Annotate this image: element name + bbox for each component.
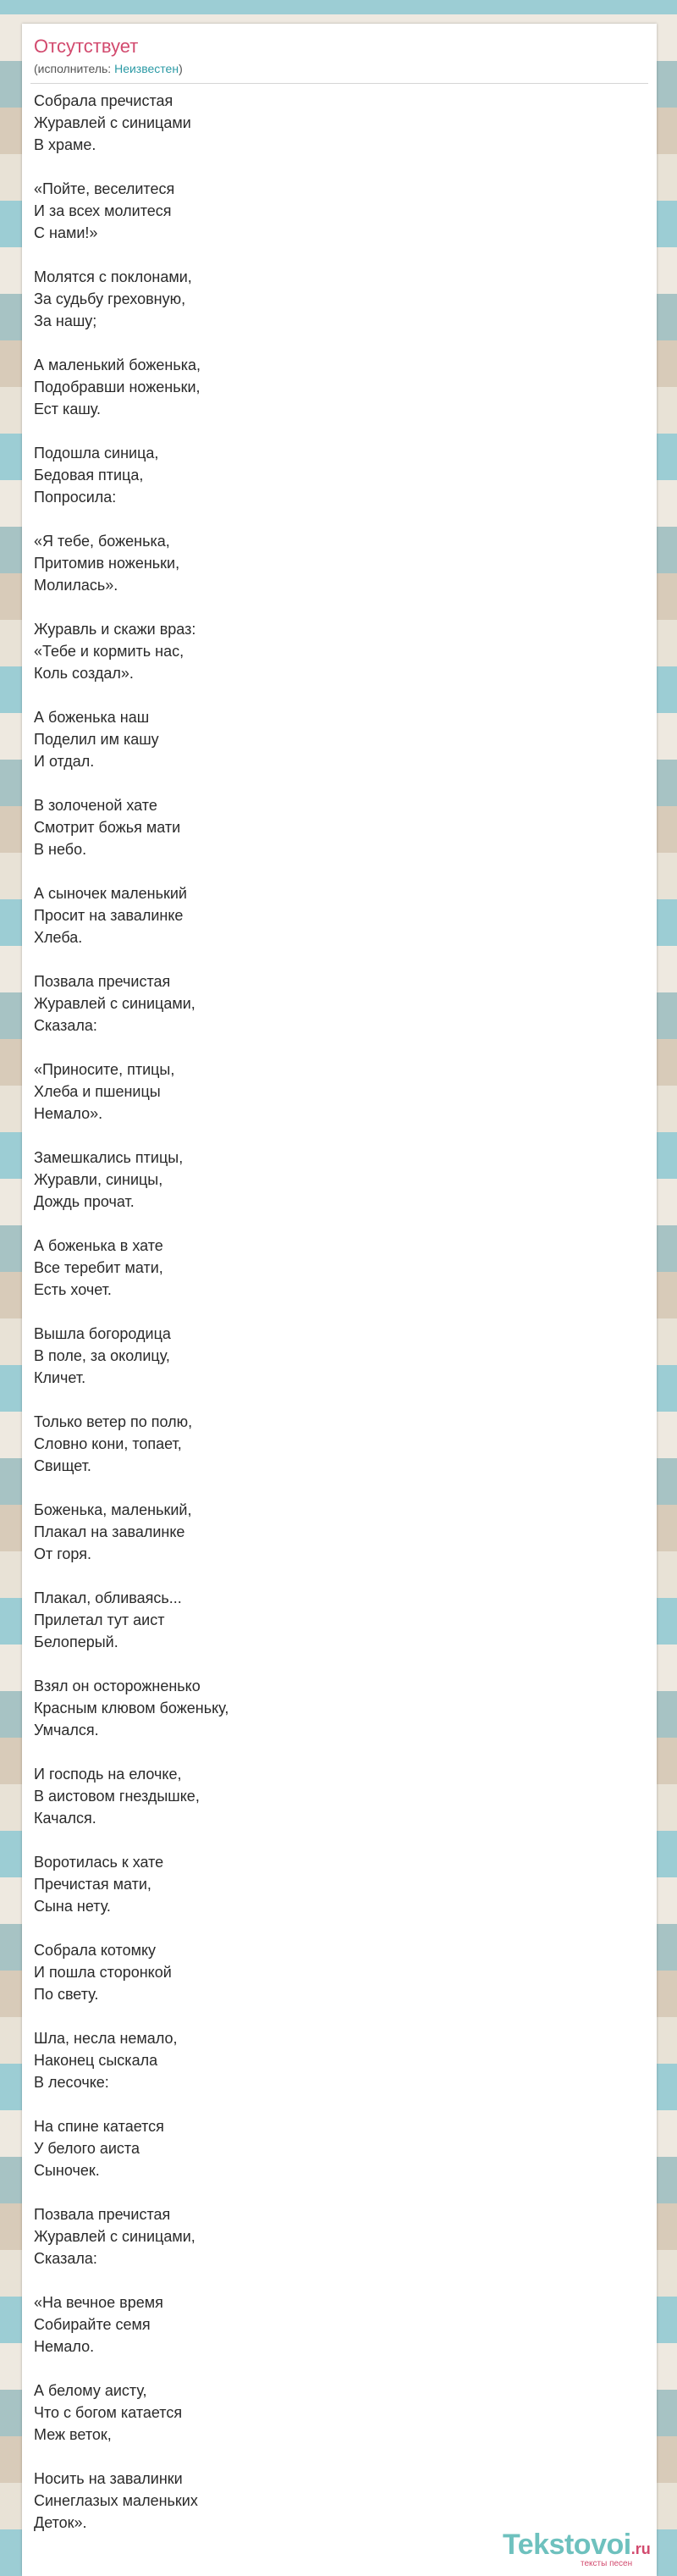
lyrics-text: Собрала пречистая Журавлей с синицами В храме. «Пойте, веселитеся И за всех молитеся С нами!» Молятся с поклонами, За судьбу греховную, За нашу; А маленький боженька, Подобравши ноженьки, Ест кашу. Подошла синица, Бедовая птица, Попросила: «Я тебе, боженька, Притомив ноженьки, Молилась». Журавль и скажи враз: «Тебе и кормить нас, Коль создал». А боженька наш Поделил им кашу И отдал. В золоченой хате Смотрит божья мати В небо. А сыночек маленький Просит на завалинке Хлеба. Позвала пречистая Журавлей с синицами, Сказала: «Приносите, птицы, Хлеба и пшеницы Немало». Замешкались птицы, Журавли, синицы, Дождь прочат. А боженька в хате Все теребит мати, Есть хочет. Вышла богородица В поле, за околицу, Кличет. Только ветер по полю, Словно кони, топает, Свищет. Боженька, маленький, Плакал на завалинке От горя. Плакал, обливаясь... Прилетал тут аист Белоперый. Взял он осторожненько Красным клювом боженьку, Умчался. И господь на елочке, В аистовом гнездышке, Качался. Воротилась к хате Пречистая мати, Сына нету. Собрала котомку И пошла сторонкой По свету. Шла, несла немало, Наконец сыскала В лесочке: На спине катается У белого аиста Сыночек. Позвала пречистая Журавлей с синицами, Сказала: «На вечное время Собирайте семя Немало. А белому аисту, Что с богом катается Меж веток, Носить на завалинки Синеглазых маленьких Деток». [34,92,229,2531]
logo-tagline: тексты песен [581,2559,633,2568]
artist-link[interactable]: Неизвестен [114,62,179,75]
artist-suffix: ) [179,62,183,75]
logo-name: Tekstovoi [503,2529,631,2561]
lyrics-card [22,24,657,2576]
song-title: Отсутствует [34,36,139,57]
artist-line [34,61,183,76]
site-logo[interactable] [503,2529,657,2568]
artist-prefix: (исполнитель: [34,62,115,75]
logo-tld: .ru [630,2540,651,2557]
header-divider [30,83,648,84]
